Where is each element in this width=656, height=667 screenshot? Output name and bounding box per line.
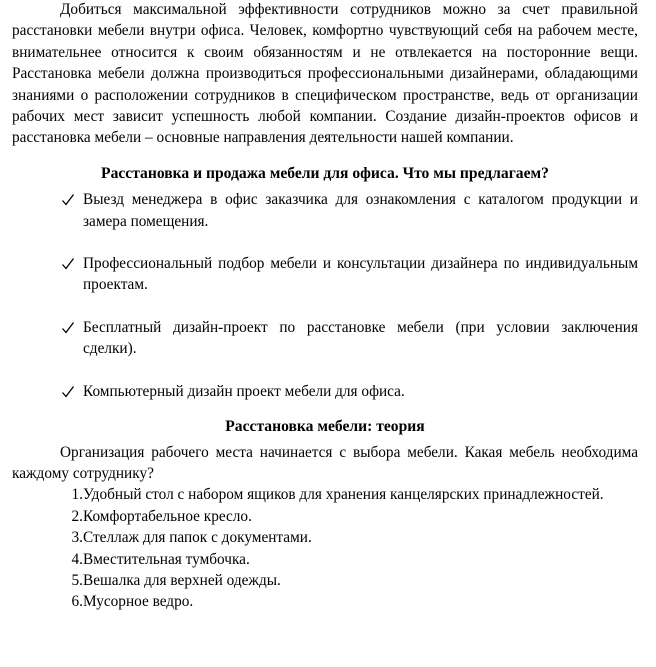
checkmark-icon bbox=[61, 381, 75, 402]
item-number: 6. bbox=[71, 593, 83, 611]
numbered-item-text: Стеллаж для папок с документами. bbox=[83, 529, 312, 547]
item-number: 3. bbox=[71, 529, 83, 547]
numbered-item bbox=[12, 484, 638, 505]
numbered-item bbox=[12, 506, 638, 527]
numbered-item-text: Удобный стол с набором ящиков для хранения канцелярских принадлежностей. bbox=[83, 486, 604, 504]
numbered-item bbox=[12, 527, 638, 548]
checklist-item-text: Бесплатный дизайн-проект по расстановке мебели (при условии заключения сделки). bbox=[83, 318, 638, 358]
intro-paragraph: Добиться максимальной эффективности сотрудников можно за счет правильной расстановки мебели внутри офиса. Человек, комфортно чувствующий себя на рабочем месте, внимательнее относится к своим обязанностям и не отвлекается на посторонние вещи. Расстановка мебели должна производиться профессиональными дизайнерами, обладающими знаниями о расположении сотрудников в специфическом пространстве, ведь от организации рабочих мест зависит успешность любой компании. Создание дизайн-проектов офисов и расстановка мебели – основные направления деятельности нашей компании. bbox=[12, 1, 638, 147]
numbered-item-text: Вместительная тумбочка. bbox=[83, 550, 250, 568]
checkmark-icon bbox=[61, 253, 75, 274]
numbered-item bbox=[12, 549, 638, 570]
section2-heading: Расстановка мебели: теория bbox=[225, 418, 425, 436]
checkmark-icon bbox=[61, 317, 75, 338]
checklist-item bbox=[12, 189, 638, 232]
checklist-item-text: Компьютерный дизайн проект мебели для офиса. bbox=[83, 382, 405, 400]
item-number: 1. bbox=[71, 486, 83, 504]
checkmark-icon bbox=[61, 189, 75, 210]
checklist-item-text: Профессиональный подбор мебели и консультации дизайнера по индивидуальным проектам. bbox=[83, 255, 638, 294]
item-number: 2. bbox=[71, 507, 83, 525]
section1-heading: Расстановка и продажа мебели для офиса. Что мы предлагаем? bbox=[101, 164, 549, 182]
checklist-item bbox=[12, 317, 638, 360]
numbered-item bbox=[12, 570, 638, 591]
checklist-item bbox=[12, 381, 638, 402]
numbered-item-text: Комфортабельное кресло. bbox=[83, 507, 252, 525]
checklist-item-text: Выезд менеджера в офис заказчика для ознакомления с каталогом продукции и замера помещения. bbox=[83, 191, 638, 230]
offer-checklist bbox=[12, 189, 638, 402]
furniture-numbered-list bbox=[12, 484, 638, 612]
section2-paragraph: Организация рабочего места начинается с выбора мебели. Какая мебель необходима каждому сотруднику? bbox=[12, 443, 638, 482]
numbered-item bbox=[12, 591, 638, 612]
checklist-item bbox=[12, 253, 638, 296]
numbered-item-text: Вешалка для верхней одежды. bbox=[83, 571, 281, 589]
item-number: 5. bbox=[71, 571, 83, 589]
numbered-item-text: Мусорное ведро. bbox=[83, 593, 194, 611]
item-number: 4. bbox=[71, 550, 83, 568]
